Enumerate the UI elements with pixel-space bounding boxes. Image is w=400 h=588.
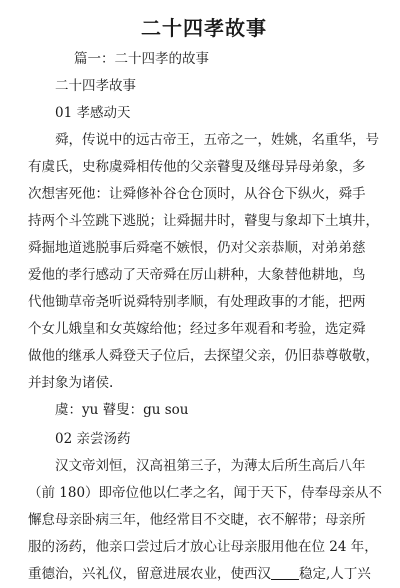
story-1-line: 舜掘地道逃脱事后舜毫不嫉恨，仍对父亲恭顺，对弟弟慈 (28, 240, 366, 256)
story-1-heading: 01 孝感动天 (55, 105, 131, 121)
story-2-heading: 02 亲尝汤药 (55, 431, 131, 447)
story-1-line: 并封象为诸侯. (28, 375, 114, 391)
document-title: 二十四孝故事 (141, 16, 267, 40)
story-2-line: 服的汤药，他亲口尝过后才放心让母亲服用他在位 24 年， (28, 539, 378, 555)
story-1-line: 代他锄草帝尧听说舜特别孝顺，有处理政事的才能，把两 (28, 294, 366, 310)
story-2-last-line-start: 重德治，兴礼仪，留意进展农业，使西汉 (28, 566, 271, 582)
story-1-line: 个女儿娥皇和女英嫁给他；经过多年观看和考验，选定舜 (28, 321, 366, 337)
story-1-body (28, 127, 380, 397)
story-1-line: 舜，传说中的远古帝王，五帝之一，姓姚，名重华，号 (55, 132, 379, 148)
story-2-line: （前 180）即帝位他以仁孝之名，闻于天下，侍奉母亲从不 (28, 485, 383, 501)
story-2-last-line-end: 稳定,人丁兴 (299, 566, 371, 582)
story-1-line: 做他的继承人舜登天子位后，去探望父亲，仍旧恭尊敬敬， (28, 348, 379, 364)
story-1-line: 爱他的孝行感动了天帝舜在厉山耕种，大象替他耕地，鸟 (28, 267, 366, 283)
story-2-last-line (28, 561, 380, 588)
story-1-pronunciation-note: 虞：yu 瞽叟：gu sou (55, 402, 189, 418)
collection-title: 二十四孝故事 (55, 78, 136, 94)
story-1-line: 有虞氏，史称虞舜相传他的父亲瞽叟及继母异母弟象，多 (28, 159, 366, 175)
story-2-line: 汉文帝刘恒，汉高祖第三子，为薄太后所生高后八年 (55, 458, 366, 474)
story-2-body (28, 453, 383, 588)
story-2-line: 懈怠母亲卧病三年，他经常目不交睫，衣不解带；母亲所 (28, 512, 366, 528)
article-subtitle: 篇一：二十四孝的故事 (74, 51, 209, 67)
story-1-line: 次想害死他：让舜修补谷仓仓顶时，从谷仓下纵火，舜手 (28, 186, 366, 202)
story-1-line: 持两个斗笠跳下逃脱；让舜掘井时，瞽叟与象却下土填井， (28, 213, 379, 229)
